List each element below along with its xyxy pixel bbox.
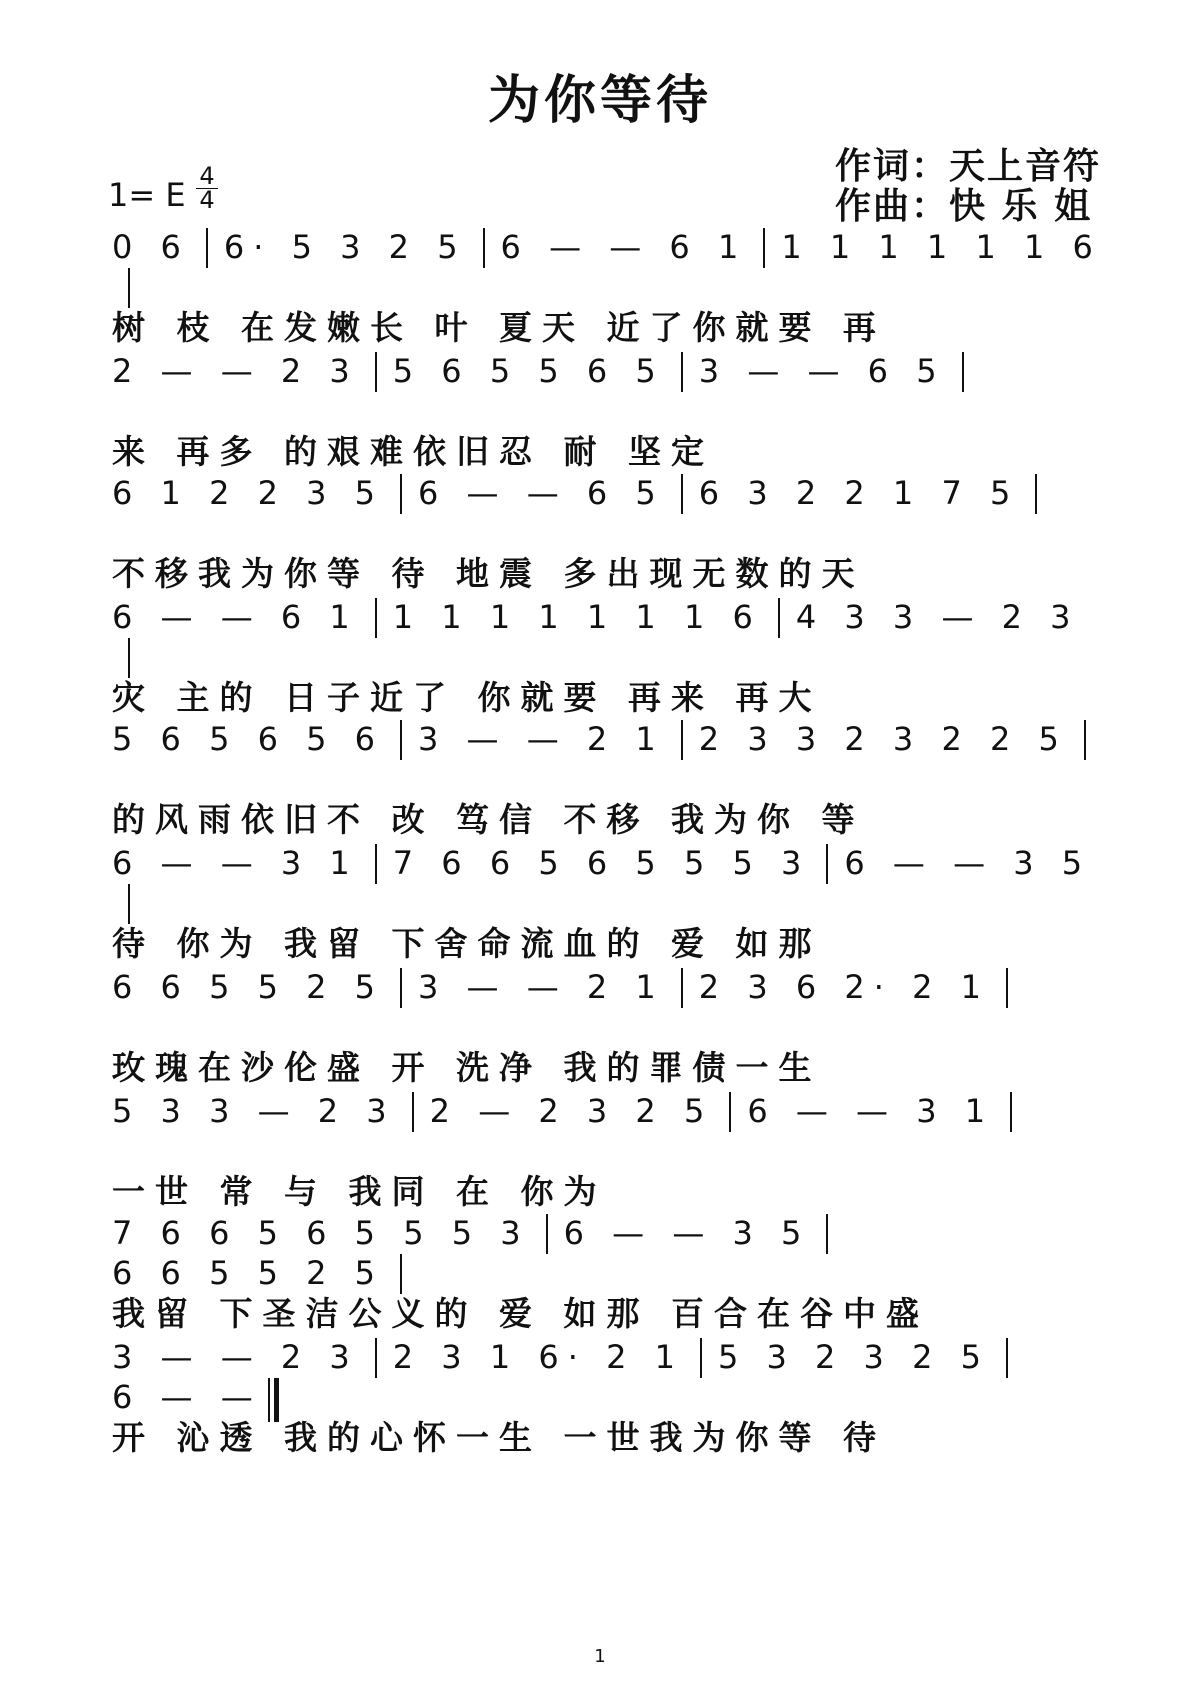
score-row bbox=[112, 228, 1107, 349]
final-bar-line bbox=[268, 1378, 279, 1422]
composer-credit: 作曲：快 乐 姐 bbox=[835, 186, 1093, 227]
notation-line bbox=[112, 844, 1107, 904]
measure: 4 3 3 — 2 3 bbox=[795, 598, 1080, 636]
score-row bbox=[112, 474, 1107, 595]
measure: 6 — — 3 5 bbox=[563, 1214, 811, 1252]
bar-line bbox=[763, 228, 765, 268]
measure: 0 6 bbox=[112, 228, 190, 266]
bar-line bbox=[375, 352, 377, 392]
bar-line bbox=[778, 598, 780, 638]
notation-line bbox=[112, 1338, 1107, 1416]
bar-line bbox=[1006, 1338, 1008, 1378]
bar-line bbox=[128, 268, 130, 308]
notation-line bbox=[112, 720, 1107, 780]
bar-line bbox=[826, 844, 828, 884]
measure: 6 — — 6 1 bbox=[500, 228, 748, 266]
bar-line bbox=[681, 474, 683, 514]
notation-line bbox=[112, 1092, 1107, 1152]
bar-line bbox=[206, 228, 208, 268]
measure: 6 — — 3 1 bbox=[747, 1092, 995, 1130]
score-row bbox=[112, 598, 1107, 719]
notation-line bbox=[112, 1214, 1107, 1292]
time-signature-bottom: 4 bbox=[199, 186, 215, 214]
lyric-line: 不移我为你等 待 地震 多出现无数的天 bbox=[112, 554, 865, 593]
lyric-line: 开 沁透 我的心怀一生 一世我为你等 待 bbox=[112, 1418, 886, 1457]
lyric-line: 灾 主的 日子近了 你就要 再来 再大 bbox=[112, 678, 822, 717]
bar-line bbox=[1006, 968, 1008, 1008]
lyric-line: 来 再多 的艰难依旧忍 耐 坚定 bbox=[112, 432, 714, 471]
key-signature: 1= E bbox=[108, 176, 186, 214]
notation-line bbox=[112, 968, 1107, 1028]
bar-line bbox=[375, 598, 377, 638]
score-row bbox=[112, 1338, 1107, 1459]
measure: 6 3 2 2 1 7 5 bbox=[698, 474, 1020, 512]
bar-line bbox=[128, 638, 130, 678]
score-row bbox=[112, 720, 1107, 841]
bar-line bbox=[1035, 474, 1037, 514]
measure: 5 6 5 5 6 5 bbox=[392, 352, 665, 390]
measure: 2 3 6 2· 2 1 bbox=[698, 968, 990, 1006]
bar-line bbox=[412, 1092, 414, 1132]
lyric-line: 我留 下圣洁公义的 爱 如那 百合在谷中盛 bbox=[112, 1294, 929, 1333]
bar-line bbox=[700, 1338, 702, 1378]
score-row bbox=[112, 844, 1107, 965]
measure: 2 — — 2 3 bbox=[112, 352, 359, 390]
lyricist-credit: 作词：天上音符 bbox=[835, 146, 1102, 187]
measure: 2 3 3 2 3 2 2 5 bbox=[698, 720, 1068, 758]
measure: 6 — — 3 5 bbox=[844, 844, 1092, 882]
score-row bbox=[112, 352, 1107, 473]
measure: 1 1 1 1 1 1 1 6 bbox=[392, 598, 762, 636]
bar-line bbox=[400, 720, 402, 760]
measure: 6 — — bbox=[112, 1378, 262, 1416]
notation-line bbox=[112, 598, 1107, 658]
lyric-line: 的风雨依旧不 改 笃信 不移 我为你 等 bbox=[112, 800, 865, 839]
measure: 5 3 3 — 2 3 bbox=[112, 1092, 396, 1130]
bar-line bbox=[546, 1214, 548, 1254]
measure: 7 6 6 5 6 5 5 5 3 bbox=[392, 844, 811, 882]
bar-line bbox=[400, 968, 402, 1008]
lyric-line: 玫瑰在沙伦盛 开 洗净 我的罪债一生 bbox=[112, 1048, 822, 1087]
measure: 2 3 1 6· 2 1 bbox=[392, 1338, 684, 1376]
bar-line bbox=[681, 720, 683, 760]
measure: 3 — — 6 5 bbox=[698, 352, 946, 390]
measure: 5 3 2 3 2 5 bbox=[717, 1338, 990, 1376]
bar-line bbox=[1084, 720, 1086, 760]
lyric-line: 一世 常 与 我同 在 你为 bbox=[112, 1172, 607, 1211]
notation-line bbox=[112, 228, 1107, 288]
lyric-line: 树 枝 在发嫩长 叶 夏天 近了你就要 再 bbox=[112, 308, 886, 347]
measure: 6 6 5 5 2 5 bbox=[112, 968, 385, 1006]
measure: 6 — — 6 1 bbox=[112, 598, 359, 636]
score-row bbox=[112, 968, 1107, 1089]
page-number: 1 bbox=[594, 1646, 606, 1667]
bar-line bbox=[375, 844, 377, 884]
measure: 3 — — 2 1 bbox=[418, 968, 665, 1006]
bar-line bbox=[400, 1254, 402, 1294]
measure: 6 — — 6 5 bbox=[418, 474, 665, 512]
song-title: 为你等待 bbox=[487, 71, 712, 131]
measure: 7 6 6 5 6 5 5 5 3 bbox=[112, 1214, 530, 1252]
time-signature bbox=[196, 162, 218, 214]
bar-line bbox=[729, 1092, 731, 1132]
measure: 5 6 5 6 5 6 bbox=[112, 720, 385, 758]
bar-line bbox=[681, 352, 683, 392]
bar-line bbox=[826, 1214, 828, 1254]
measure: 1 1 1 1 1 1 6 bbox=[781, 228, 1102, 266]
bar-line bbox=[483, 228, 485, 268]
measure: 6 1 2 2 3 5 bbox=[112, 474, 385, 512]
lyric-line: 待 你为 我留 下舍命流血的 爱 如那 bbox=[112, 924, 822, 963]
score-row bbox=[112, 1092, 1107, 1213]
measure: 3 — — 2 3 bbox=[112, 1338, 359, 1376]
score-row bbox=[112, 1214, 1107, 1335]
measure: 2 — 2 3 2 5 bbox=[429, 1092, 714, 1130]
bar-line bbox=[681, 968, 683, 1008]
measure: 6 6 5 5 2 5 bbox=[112, 1254, 385, 1292]
notation-line bbox=[112, 352, 1107, 412]
bar-line bbox=[375, 1338, 377, 1378]
measure: 3 — — 2 1 bbox=[418, 720, 665, 758]
bar-line bbox=[962, 352, 964, 392]
bar-line bbox=[1010, 1092, 1012, 1132]
time-signature-top: 4 bbox=[199, 162, 215, 190]
bar-line bbox=[400, 474, 402, 514]
measure: 6· 5 3 2 5 bbox=[223, 228, 467, 266]
measure: 6 — — 3 1 bbox=[112, 844, 359, 882]
notation-line bbox=[112, 474, 1107, 534]
bar-line bbox=[128, 884, 130, 924]
